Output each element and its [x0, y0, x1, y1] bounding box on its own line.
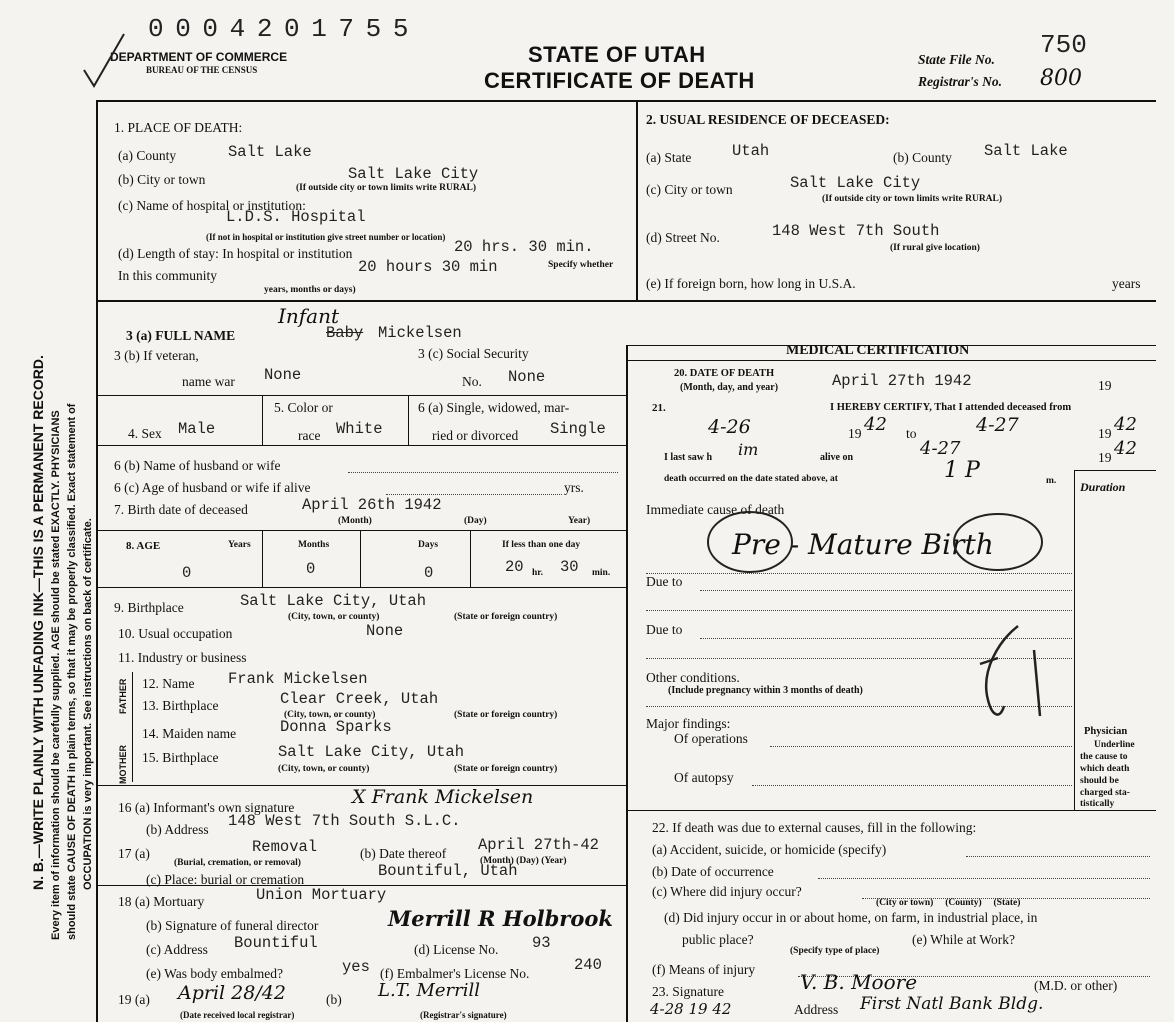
ss-no-label: No. — [462, 374, 482, 389]
external-d: (d) Did injury occur in or about home, on farm, in industrial place, in — [664, 910, 1038, 925]
res-county: Salt Lake — [984, 142, 1068, 160]
min-label: min. — [592, 568, 611, 578]
md-label: (M.D. or other) — [1034, 978, 1118, 993]
emb-license-label: (f) Embalmer's License No. — [380, 966, 530, 981]
last-saw-date: 4-27 — [920, 438, 961, 459]
death-date-note: (Month, day, and year) — [680, 382, 779, 393]
state-title: STATE OF UTAH — [528, 42, 706, 67]
duration-header: Duration — [1080, 480, 1126, 494]
embalmed-label: (e) Was body embalmed? — [146, 966, 283, 981]
community-label: In this community — [118, 268, 217, 283]
physician-note-3: which death — [1080, 764, 1130, 774]
less-day-header: If less than one day — [502, 540, 581, 550]
last-saw-label: I last saw h — [664, 452, 713, 463]
last-saw-year: 42 — [1114, 438, 1137, 459]
husband-age-label: 6 (c) Age of husband or wife if alive — [114, 480, 311, 495]
birth-date: April 26th 1942 — [302, 496, 442, 514]
registrar-date: April 28/42 — [178, 982, 286, 1004]
burial-note: (Burial, cremation, or removal) — [174, 858, 301, 868]
physician-address: First Natl Bank Bldg. — [860, 994, 1044, 1014]
informant-address-label: (b) Address — [146, 822, 209, 837]
mother-name-label: 14. Maiden name — [142, 726, 237, 741]
res-state: Utah — [732, 142, 770, 160]
serial-number: 0 0 0 4 2 0 1 7 5 5 — [148, 14, 407, 44]
father-name: Frank Mickelsen — [228, 670, 368, 688]
residence-heading: 2. USUAL RESIDENCE OF DECEASED: — [646, 112, 890, 127]
physician-address-label: Address — [794, 1002, 839, 1017]
registrar-sig-note: (Registrar's signature) — [420, 1010, 507, 1020]
physician-note-1: Underline — [1094, 740, 1135, 750]
margin-note-4: OCCUPATION is very important. See instructions on back of certificate. — [82, 518, 94, 890]
burial-date-note: (Month) (Day) (Year) — [480, 856, 567, 866]
mortuary-label: 18 (a) Mortuary — [118, 894, 205, 909]
death-date: April 27th 1942 — [832, 372, 972, 390]
physician-signature: V. B. Moore — [800, 970, 918, 994]
res-state-label: (a) State — [646, 150, 692, 165]
place-city-note: (If outside city or town limits write RURAL) — [296, 183, 477, 193]
registrar-date-label: 19 (a) — [118, 992, 150, 1007]
birth-label: 7. Birth date of deceased — [114, 502, 248, 517]
father-birthplace: Clear Creek, Utah — [280, 690, 439, 708]
res-street-note: (If rural give location) — [890, 243, 980, 253]
father-birth-label: 13. Birthplace — [142, 698, 219, 713]
autopsy-label: Of autopsy — [674, 770, 734, 785]
stay-hospital: 20 hrs. 30 min. — [454, 238, 594, 256]
immediate-cause: Pre - Mature Birth — [732, 528, 994, 561]
physician-note-0: Physician — [1084, 726, 1128, 737]
father-city-note: (City, town, or county) — [284, 710, 376, 720]
registrar-date-note: (Date received local registrar) — [180, 1010, 295, 1020]
res-foreign-label: (e) If foreign born, how long in U.S.A. — [646, 276, 856, 291]
attended-from-year: 42 — [864, 414, 887, 435]
physician-note-6: tistically — [1080, 799, 1115, 809]
last-saw-yr: 19 — [1098, 450, 1112, 465]
state-file-label: State File No. — [918, 52, 995, 67]
veteran-label: 3 (b) If veteran, — [114, 348, 199, 363]
burial-place-label: (c) Place: burial or cremation — [146, 872, 305, 887]
birthplace-city-note: (City, town, or county) — [288, 612, 380, 622]
birthplace-state-note: (State or foreign country) — [454, 612, 558, 622]
informant-signature: X Frank Mickelsen — [352, 786, 534, 808]
director-label: (b) Signature of funeral director — [146, 918, 319, 933]
color-value: White — [336, 420, 383, 438]
year-note: Year) — [568, 516, 591, 526]
check-mark — [80, 30, 130, 90]
occurred-label: death occurred on the date stated above, at — [664, 474, 838, 484]
mortuary: Union Mortuary — [256, 886, 387, 904]
external-heading: 22. If death was due to external causes, fill in the following: — [652, 820, 977, 835]
external-b: (b) Date of occurrence — [652, 864, 774, 879]
dept-title: DEPARTMENT OF COMMERCE — [110, 50, 288, 64]
war-label: name war — [182, 374, 235, 389]
name-prefix-handwritten: Infant — [278, 304, 340, 328]
attended-yr1: 19 — [848, 426, 862, 441]
marital-label-1: 6 (a) Single, widowed, mar- — [418, 400, 570, 415]
due-to-2: Due to — [646, 622, 683, 637]
month-note: (Month) — [338, 516, 372, 526]
war-value: None — [264, 366, 302, 384]
burial-label: 17 (a) — [118, 846, 150, 861]
death-year-suffix: 19 — [1098, 378, 1112, 393]
age-hours: 20 — [505, 558, 524, 576]
other-conditions-note: (Include pregnancy within 3 months of death) — [668, 685, 863, 696]
birthplace: Salt Lake City, Utah — [240, 592, 427, 610]
burial-date-label: (b) Date thereof — [360, 846, 447, 861]
hospital-note: (If not in hospital or institution give street number or location) — [206, 232, 446, 242]
res-county-label: (b) County — [893, 150, 952, 165]
alive-on-label: alive on — [820, 452, 854, 463]
burial-date: April 27th-42 — [478, 836, 599, 854]
mother-birth-label: 15. Birthplace — [142, 750, 219, 765]
full-name-label: 3 (a) FULL NAME — [126, 328, 236, 343]
hospital-label: (c) Name of hospital or institution: — [118, 198, 306, 213]
certify-text: I HEREBY CERTIFY, That I attended deceased from — [830, 402, 1072, 413]
age-minutes: 30 — [560, 558, 579, 576]
age-days: 0 — [424, 564, 434, 582]
color-label-2: race — [298, 428, 321, 443]
external-d2: public place? — [682, 932, 754, 947]
margin-note-3: should state CAUSE OF DEATH in plain terms, so that it may be properly classified. Exact statement of — [66, 403, 78, 940]
external-d-note: (Specify type of place) — [790, 946, 880, 956]
ss-label: 3 (c) Social Security — [418, 346, 529, 361]
signature-date: 4-28 19 42 — [650, 1000, 732, 1018]
director-address: Bountiful — [234, 934, 318, 952]
attended-to: 4-27 — [976, 414, 1019, 436]
res-years-label: years — [1112, 276, 1141, 291]
res-street-label: (d) Street No. — [646, 230, 720, 245]
day-note: (Day) — [464, 516, 487, 526]
informant-label: 16 (a) Informant's own signature — [118, 800, 295, 815]
age-months: 0 — [306, 560, 316, 578]
father-side-label: FATHER — [118, 678, 128, 714]
mother-side-label: MOTHER — [118, 745, 128, 784]
physician-note-5: charged sta- — [1080, 788, 1130, 798]
other-conditions-label: Other conditions. — [646, 670, 740, 685]
birthplace-label: 9. Birthplace — [114, 600, 184, 615]
signature-label: 23. Signature — [652, 984, 724, 999]
father-state-note: (State or foreign country) — [454, 710, 558, 720]
immediate-label: Immediate cause of death — [646, 502, 785, 517]
emb-license: 240 — [574, 956, 602, 974]
death-date-label: 20. DATE OF DEATH — [674, 368, 775, 379]
place-county: Salt Lake — [228, 143, 312, 161]
res-city-label: (c) City or town — [646, 182, 733, 197]
stay-note-2: years, months or days) — [264, 285, 356, 295]
age-label: 8. AGE — [126, 540, 161, 552]
age-years: 0 — [182, 564, 192, 582]
margin-note-2: Every item of information should be carefully supplied. AGE should be stated EXACTLY. PHYSICIANS — [50, 410, 62, 940]
physician-note-2: the cause to — [1080, 752, 1128, 762]
director-signature: Merrill R Holbrook — [388, 906, 613, 931]
days-header: Days — [418, 540, 439, 550]
res-city: Salt Lake City — [790, 174, 921, 192]
major-findings-label: Major findings: — [646, 716, 731, 731]
hospital-name: L.D.S. Hospital — [226, 208, 366, 226]
place-heading: 1. PLACE OF DEATH: — [114, 120, 243, 135]
physician-mark — [960, 620, 1070, 730]
months-header: Months — [298, 540, 330, 550]
res-street: 148 West 7th South — [772, 222, 940, 240]
place-city-label: (b) City or town — [118, 172, 206, 187]
marital-value: Single — [550, 420, 606, 438]
yrs-label: yrs. — [564, 480, 584, 495]
sex-label: 4. Sex — [128, 426, 162, 441]
stay-community: 20 hours 30 min — [358, 258, 498, 276]
license-label: (d) License No. — [414, 942, 499, 957]
place-city: Salt Lake City — [348, 165, 479, 183]
ss-value: None — [508, 368, 546, 386]
hr-label: hr. — [532, 568, 544, 578]
external-e: (e) While at Work? — [912, 932, 1015, 947]
attended-to-year: 42 — [1114, 414, 1137, 435]
color-label-1: 5. Color or — [274, 400, 333, 415]
stay-note-1: Specify whether — [548, 260, 614, 270]
occupation-label: 10. Usual occupation — [118, 626, 233, 641]
director-address-label: (c) Address — [146, 942, 208, 957]
operations-label: Of operations — [674, 731, 748, 746]
registrar-signature: L.T. Merrill — [378, 980, 481, 1001]
cause-circle — [690, 506, 1070, 580]
death-time: 1 P — [944, 458, 980, 483]
burial-value: Removal — [252, 838, 318, 856]
mother-name: Donna Sparks — [280, 718, 392, 736]
res-city-note: (If outside city or town limits write RURAL) — [822, 194, 1003, 204]
sex-value: Male — [178, 420, 216, 438]
years-header: Years — [228, 540, 251, 550]
registrar-label: Registrar's No. — [918, 74, 1003, 89]
mother-state-note: (State or foreign country) — [454, 764, 558, 774]
name-prefix-struck: Baby — [326, 324, 364, 342]
physician-note-4: should be — [1080, 776, 1119, 786]
father-name-label: 12. Name — [142, 676, 195, 691]
bureau-title: BUREAU OF THE CENSUS — [146, 65, 258, 75]
full-name: Mickelsen — [378, 324, 462, 342]
external-c-note: (City or town) (County) (State) — [876, 898, 1021, 908]
certificate-title: CERTIFICATE OF DEATH — [484, 68, 755, 93]
place-county-label: (a) County — [118, 148, 177, 163]
m-label: m. — [1046, 476, 1057, 486]
mother-city-note: (City, town, or county) — [278, 764, 370, 774]
occupation: None — [366, 622, 404, 640]
external-a: (a) Accident, suicide, or homicide (specify) — [652, 842, 887, 857]
license-value: 93 — [532, 934, 551, 952]
stay-label: (d) Length of stay: In hospital or institution — [118, 246, 353, 261]
certify-number: 21. — [652, 402, 666, 414]
state-file-value: 750 — [1040, 30, 1087, 60]
embalmed-value: yes — [342, 958, 370, 976]
attended-from: 4-26 — [708, 416, 751, 438]
registrar-value: 800 — [1040, 66, 1082, 91]
margin-note-1: N. B.—WRITE PLAINLY WITH UNFADING INK—THIS IS A PERMANENT RECORD. — [30, 355, 46, 890]
attended-yr2: 19 — [1098, 426, 1112, 441]
mother-birthplace: Salt Lake City, Utah — [278, 743, 465, 761]
external-f: (f) Means of injury — [652, 962, 756, 977]
burial-place: Bountiful, Utah — [378, 862, 518, 880]
marital-label-2: ried or divorced — [432, 428, 519, 443]
to-label: to — [906, 426, 917, 441]
informant-address: 148 West 7th South S.L.C. — [228, 812, 461, 830]
due-to-1: Due to — [646, 574, 683, 589]
registrar-b-label: (b) — [326, 992, 342, 1007]
husband-label: 6 (b) Name of husband or wife — [114, 458, 281, 473]
medical-heading: MEDICAL CERTIFICATION — [786, 343, 970, 358]
last-saw-h: im — [738, 440, 759, 459]
industry-label: 11. Industry or business — [118, 650, 247, 665]
external-c: (c) Where did injury occur? — [652, 884, 802, 899]
